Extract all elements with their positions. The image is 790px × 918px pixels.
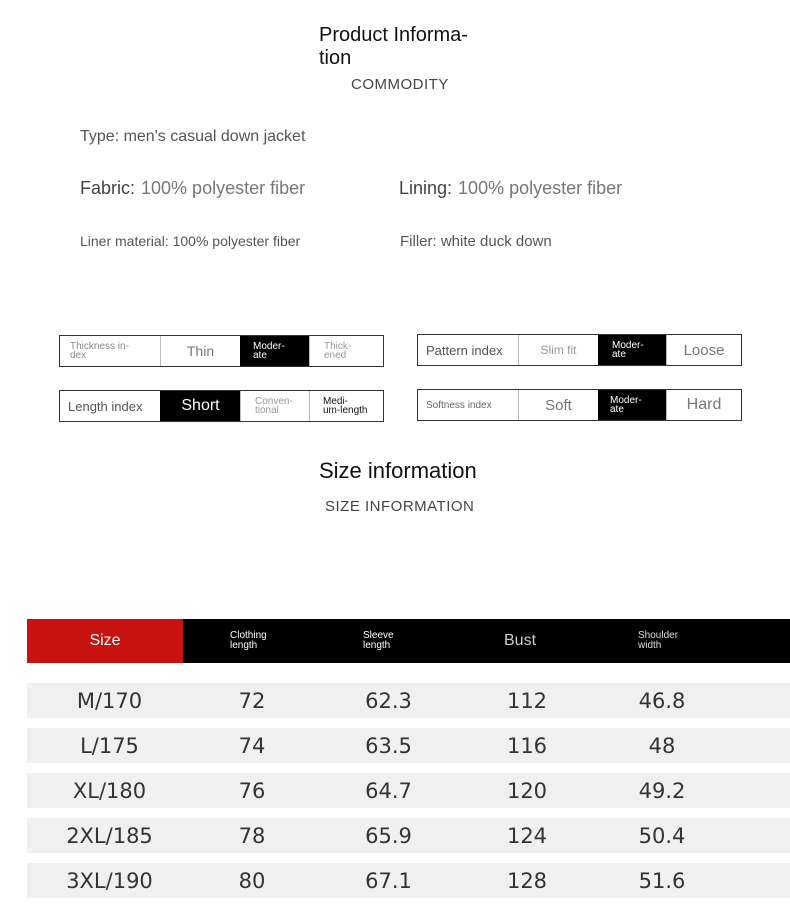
length-option-short: Short xyxy=(160,391,240,421)
cell-sleeve-length: 67.1 xyxy=(365,868,412,893)
cell-sleeve-length: 65.9 xyxy=(365,823,412,848)
table-row xyxy=(27,683,790,718)
cell-bust: 128 xyxy=(506,868,548,893)
pattern-index-bar xyxy=(417,334,742,366)
cell-shoulder-width: 49.2 xyxy=(638,778,686,803)
cell-size: M/170 xyxy=(76,688,143,713)
cell-shoulder-width: 51.6 xyxy=(638,868,686,893)
cell-clothing-length: 72 xyxy=(238,688,266,713)
header-clothing-length: Clothing length xyxy=(230,630,267,651)
header-sleeve-length: Sleeve length xyxy=(363,630,394,651)
thickness-option-moderate: Moder- ate xyxy=(240,336,309,366)
fabric-label: Fabric: xyxy=(80,178,136,198)
length-index-label: Length index xyxy=(68,398,143,414)
cell-sleeve-length: 63.5 xyxy=(365,733,412,758)
cell-size: 3XL/190 xyxy=(66,868,153,893)
cell-shoulder-width: 46.8 xyxy=(638,688,686,713)
length-option-conventional: Conven- tional xyxy=(240,391,309,421)
softness-option-moderate: Moder- ate xyxy=(598,390,666,420)
length-index-bar xyxy=(59,390,384,422)
table-row xyxy=(27,728,790,763)
table-row xyxy=(27,818,790,853)
cell-bust: 112 xyxy=(506,688,548,713)
table-row xyxy=(27,773,790,808)
cell-bust: 116 xyxy=(506,733,548,758)
cell-clothing-length: 76 xyxy=(238,778,266,803)
lining-value: 100% polyester fiber xyxy=(458,178,623,198)
size-title: Size information xyxy=(319,458,477,483)
softness-option-hard: Hard xyxy=(666,390,741,420)
fabric-info xyxy=(80,178,305,199)
size-subtitle: SIZE INFORMATION xyxy=(325,498,475,515)
table-row xyxy=(27,863,790,898)
cell-bust: 124 xyxy=(506,823,548,848)
softness-index-label: Softness index xyxy=(426,399,492,411)
cell-bust: 120 xyxy=(506,778,548,803)
pattern-index-label: Pattern index xyxy=(426,342,503,358)
cell-size: 2XL/185 xyxy=(66,823,153,848)
commodity-subtitle: COMMODITY xyxy=(351,76,449,93)
thickness-index-label: Thickness in- dex xyxy=(70,341,129,361)
lining-label: Lining: xyxy=(399,178,453,198)
header-size: Size xyxy=(27,619,183,663)
cell-clothing-length: 78 xyxy=(238,823,266,848)
length-option-medium-length: Medi- um-length xyxy=(309,391,383,421)
page-title: Product Informa- tion xyxy=(319,24,468,69)
header-shoulder-width: Shoulder width xyxy=(638,630,679,651)
softness-index-bar xyxy=(417,389,742,421)
liner-info: Liner material: 100% polyester fiber xyxy=(80,233,301,249)
lining-info xyxy=(399,178,622,199)
pattern-option-loose: Loose xyxy=(666,335,741,365)
size-table-header xyxy=(27,619,790,663)
cell-shoulder-width: 48 xyxy=(648,733,676,758)
cell-clothing-length: 74 xyxy=(238,733,266,758)
filler-info: Filler: white duck down xyxy=(400,233,552,250)
cell-sleeve-length: 64.7 xyxy=(365,778,412,803)
cell-sleeve-length: 62.3 xyxy=(365,688,412,713)
cell-clothing-length: 80 xyxy=(238,868,266,893)
pattern-option-moderate: Moder- ate xyxy=(598,335,666,365)
fabric-value: 100% polyester fiber xyxy=(141,178,306,198)
cell-shoulder-width: 50.4 xyxy=(638,823,686,848)
type-info: Type: men's casual down jacket xyxy=(80,128,306,145)
thickness-index-bar xyxy=(59,335,384,367)
softness-option-soft: Soft xyxy=(518,390,598,420)
header-bust: Bust xyxy=(504,632,537,649)
cell-size: XL/180 xyxy=(72,778,147,803)
thickness-option-thickened: Thick- ened xyxy=(309,336,383,366)
pattern-option-slim-fit: Slim fit xyxy=(518,335,598,365)
cell-size: L/175 xyxy=(80,733,139,758)
thickness-option-thin: Thin xyxy=(160,336,240,366)
